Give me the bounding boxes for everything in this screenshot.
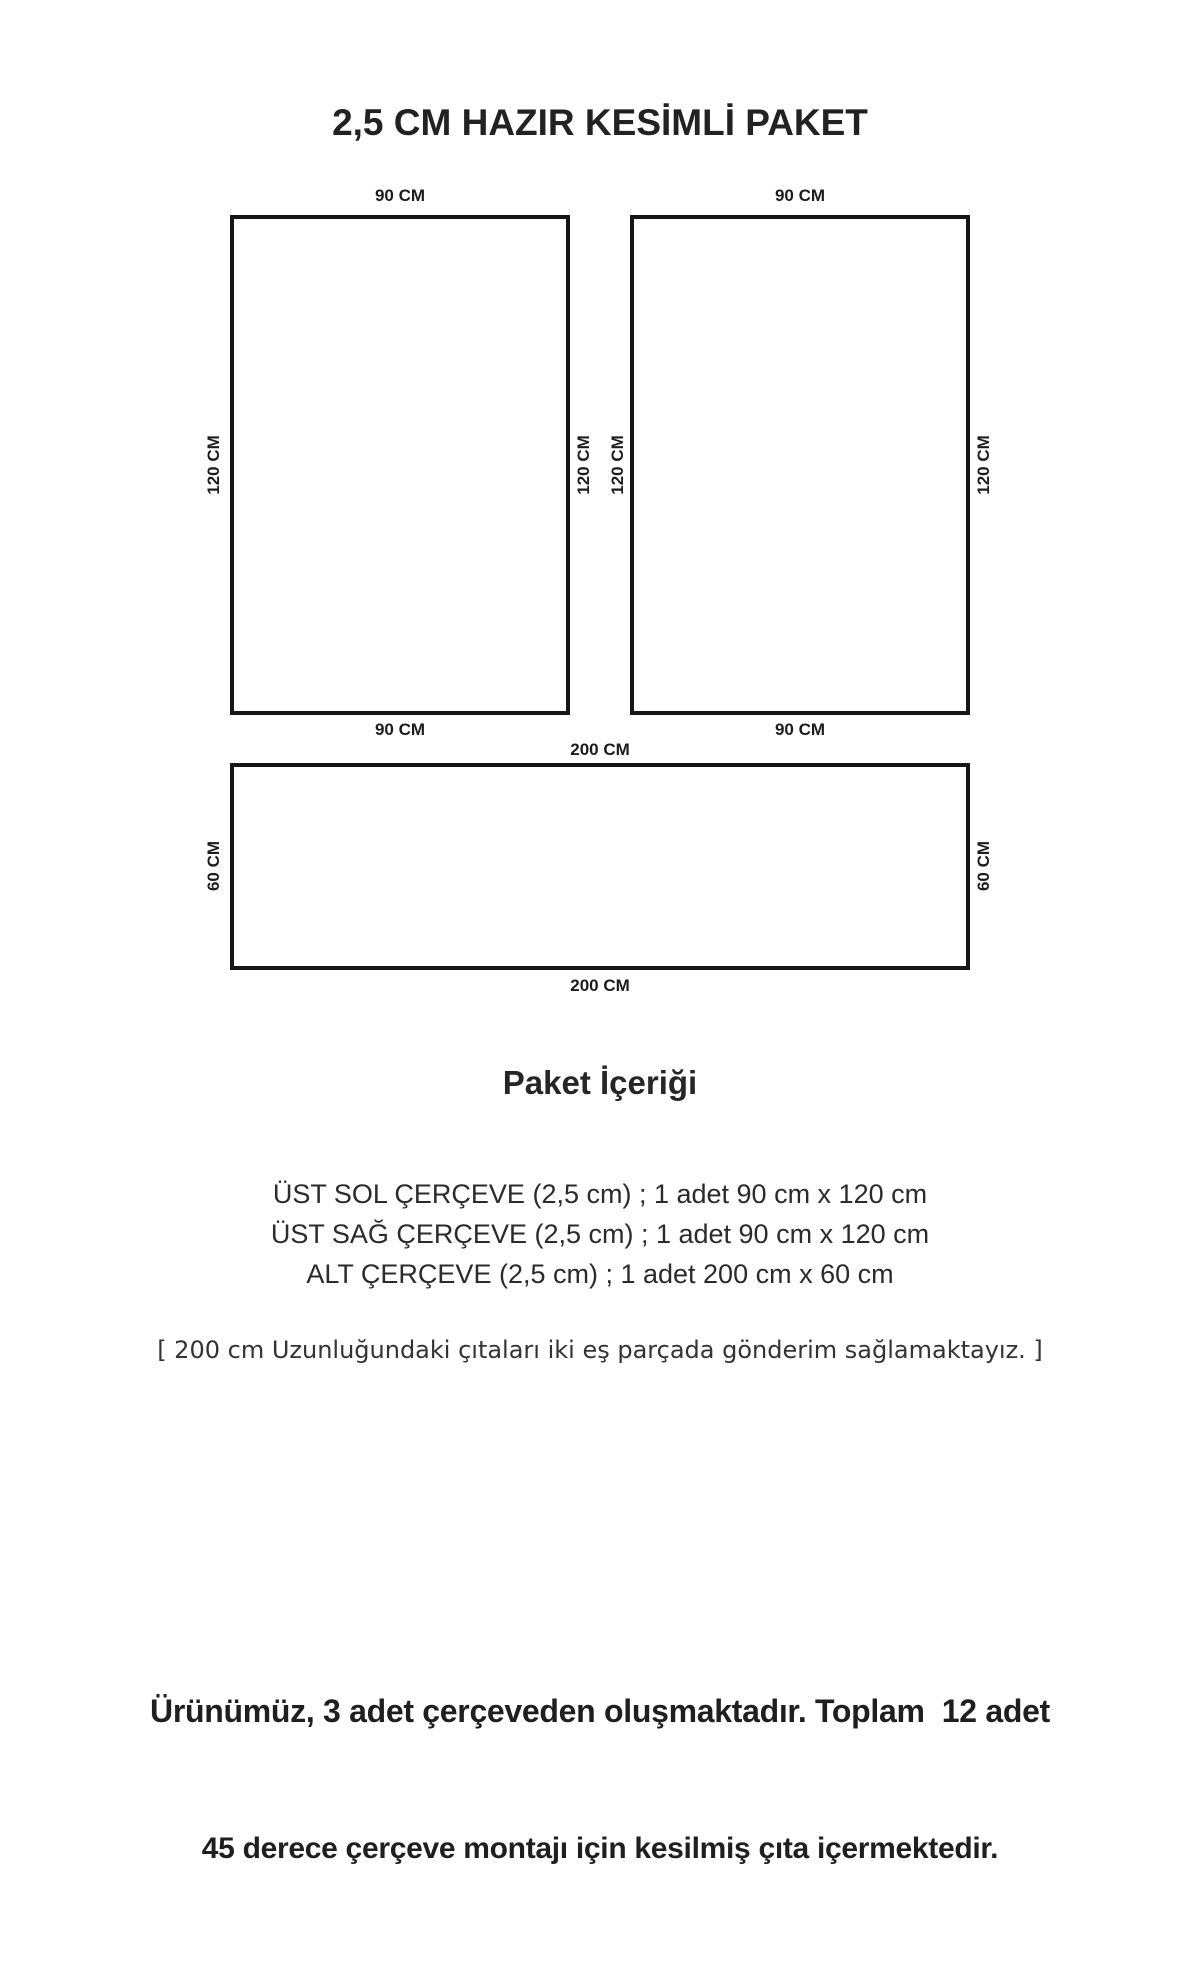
product-description-line1: Ürünümüz, 3 adet çerçeveden oluşmaktadır. Toplam 12 adet [150, 1693, 1050, 1729]
top-left-frame-width-label-top: 90 CM [374, 186, 426, 205]
dimension-text: 60 CM [974, 840, 993, 892]
top-left-frame-width-label-bottom: 90 CM [374, 720, 426, 739]
package-contents-item: ALT ÇERÇEVE (2,5 cm) ; 1 adet 200 cm x 60 cm [306, 1259, 894, 1289]
bottom-frame-width-label-top: 200 CM [570, 740, 630, 759]
package-contents-item: ÜST SAĞ ÇERÇEVE (2,5 cm) ; 1 adet 90 cm x 120 cm [270, 1219, 930, 1249]
package-contents-heading: Paket İçeriği [502, 1064, 698, 1101]
package-contents-list [0, 1174, 1200, 1294]
page-title: 2,5 CM HAZIR KESİMLİ PAKET [332, 102, 868, 143]
dimension-text: 120 CM [574, 435, 593, 495]
top-left-frame-rect [230, 215, 570, 715]
bottom-frame-rect [230, 763, 970, 970]
dimension-text: 120 CM [608, 435, 627, 495]
product-description [0, 1596, 1200, 1964]
dimension-text: 120 CM [974, 435, 993, 495]
dimension-text: 60 CM [204, 840, 223, 892]
top-right-frame-width-label-top: 90 CM [774, 186, 826, 205]
top-right-frame-width-label-bottom: 90 CM [774, 720, 826, 739]
package-contents-item: ÜST SOL ÇERÇEVE (2,5 cm) ; 1 adet 90 cm x 120 cm [272, 1179, 928, 1209]
product-description-line2: 45 derece çerçeve montajı için kesilmiş çıta içermektedir. [201, 1832, 999, 1865]
bottom-frame-width-label-bottom: 200 CM [570, 976, 630, 995]
dimension-text: 120 CM [204, 435, 223, 495]
top-right-frame-rect [630, 215, 970, 715]
shipping-note: [ 200 cm Uzunluğundaki çıtaları iki eş parçada gönderim sağlamaktayız. ] [157, 1336, 1043, 1364]
